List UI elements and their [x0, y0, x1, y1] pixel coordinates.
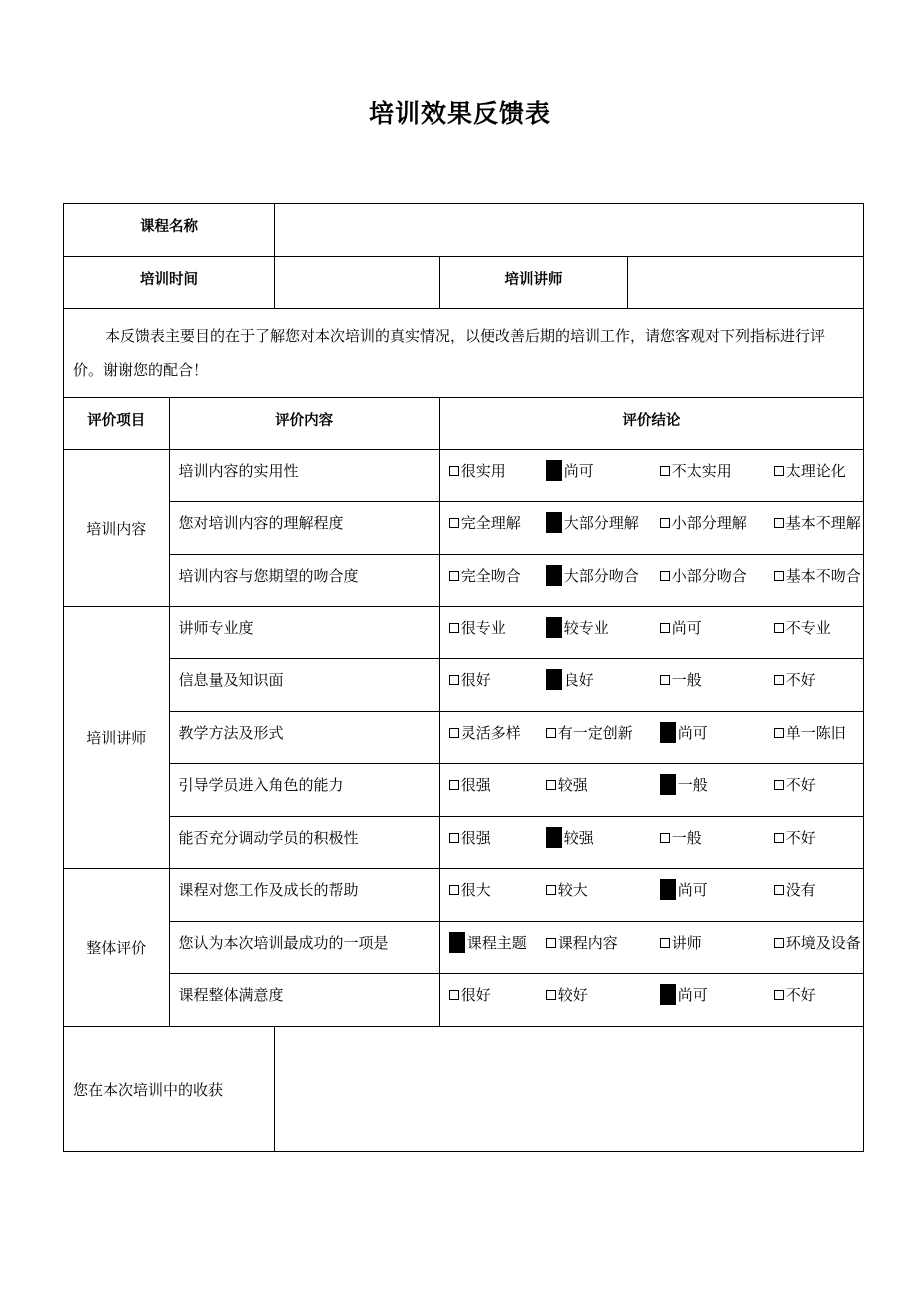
rating-option[interactable]: [546, 932, 618, 953]
rating-option-label: 不好: [785, 671, 816, 689]
rating-option-label: 很实用: [460, 462, 506, 480]
header-row: [64, 398, 864, 450]
rating-option[interactable]: [774, 827, 816, 848]
checkbox-checked-icon[interactable]: [546, 512, 562, 533]
rating-option[interactable]: [660, 460, 732, 481]
rating-option[interactable]: [546, 460, 594, 481]
evaluation-item-label: 讲师专业度: [169, 607, 439, 659]
rating-option-label: 一般: [671, 671, 702, 689]
time-trainer-row: [64, 257, 864, 309]
evaluation-item-label: 您对培训内容的理解程度: [169, 502, 439, 555]
rating-option-label: 完全吻合: [460, 567, 521, 585]
evaluation-item-label: 课程对您工作及成长的帮助: [169, 869, 439, 922]
checkbox-empty-icon[interactable]: [774, 518, 784, 528]
rating-option-label: 很专业: [460, 619, 506, 637]
rating-body: [64, 450, 864, 1027]
rating-row: [64, 817, 864, 869]
rating-option[interactable]: [774, 984, 816, 1005]
rating-option-label: 不专业: [785, 619, 831, 637]
rating-option-label: 较专业: [563, 619, 609, 637]
checkbox-empty-icon[interactable]: [774, 675, 784, 685]
checkbox-empty-icon[interactable]: [660, 675, 670, 685]
rating-options: [439, 922, 863, 974]
trainer-field[interactable]: [628, 257, 864, 309]
rating-option-label: 有一定创新: [557, 724, 633, 742]
rating-row: [64, 712, 864, 764]
rating-option-label: 环境及设备: [785, 934, 861, 952]
checkbox-empty-icon[interactable]: [774, 938, 784, 948]
rating-option-label: 尚可: [563, 462, 594, 480]
rating-option[interactable]: [449, 774, 491, 795]
checkbox-checked-icon[interactable]: [546, 669, 562, 690]
evaluation-item-label: 课程整体满意度: [169, 974, 439, 1027]
rating-options: [439, 974, 863, 1027]
checkbox-checked-icon[interactable]: [660, 879, 676, 900]
checkbox-empty-icon[interactable]: [449, 623, 459, 633]
rating-option-label: 不好: [785, 776, 816, 794]
checkbox-empty-icon[interactable]: [660, 938, 670, 948]
rating-option[interactable]: [546, 827, 594, 848]
checkbox-empty-icon[interactable]: [774, 623, 784, 633]
rating-option-label: 基本不吻合: [785, 567, 861, 585]
rating-options: [439, 555, 863, 607]
rating-option-label: 不太实用: [671, 462, 732, 480]
rating-option[interactable]: [449, 984, 491, 1005]
rating-option-label: 单一陈旧: [785, 724, 846, 742]
checkbox-empty-icon[interactable]: [546, 990, 556, 1000]
checkbox-empty-icon[interactable]: [774, 833, 784, 843]
header-content: 评价内容: [169, 398, 439, 450]
checkbox-empty-icon[interactable]: [774, 885, 784, 895]
rating-option[interactable]: [449, 879, 491, 900]
evaluation-item-label: 培训内容的实用性: [169, 450, 439, 502]
rating-option[interactable]: [660, 932, 702, 953]
rating-option-label: 很强: [460, 776, 491, 794]
checkbox-empty-icon[interactable]: [774, 780, 784, 790]
evaluation-item-label: 信息量及知识面: [169, 659, 439, 712]
rating-option[interactable]: [546, 984, 588, 1005]
rating-option[interactable]: [449, 827, 491, 848]
gain-label: 您在本次培训中的收获: [64, 1027, 275, 1152]
header-result: 评价结论: [439, 398, 863, 450]
rating-row: [64, 869, 864, 922]
rating-option-label: 大部分吻合: [563, 567, 639, 585]
rating-options: [439, 450, 863, 502]
checkbox-empty-icon[interactable]: [449, 833, 459, 843]
evaluation-item-label: 培训内容与您期望的吻合度: [169, 555, 439, 607]
checkbox-checked-icon[interactable]: [660, 722, 676, 743]
rating-option[interactable]: [546, 669, 594, 690]
rating-option-label: 小部分吻合: [671, 567, 747, 585]
evaluation-item-label: 您认为本次培训最成功的一项是: [169, 922, 439, 974]
training-time-label: 培训时间: [64, 257, 275, 309]
rating-option-label: 较好: [557, 986, 588, 1004]
checkbox-empty-icon[interactable]: [449, 990, 459, 1000]
rating-option-label: 较强: [563, 829, 594, 847]
rating-row: [64, 659, 864, 712]
rating-options: [439, 712, 863, 764]
checkbox-checked-icon[interactable]: [546, 460, 562, 481]
page-title: 培训效果反馈表: [368, 99, 551, 128]
rating-option[interactable]: [660, 827, 702, 848]
rating-row: [64, 922, 864, 974]
checkbox-empty-icon[interactable]: [660, 571, 670, 581]
rating-option[interactable]: [660, 984, 708, 1005]
rating-option-label: 很强: [460, 829, 491, 847]
rating-option[interactable]: [449, 565, 521, 586]
rating-option[interactable]: [660, 722, 708, 743]
rating-option[interactable]: [774, 617, 831, 638]
rating-option[interactable]: [546, 774, 588, 795]
rating-option-label: 不好: [785, 829, 816, 847]
rating-option[interactable]: [449, 617, 506, 638]
rating-option-label: 基本不理解: [785, 514, 861, 532]
rating-option[interactable]: [660, 774, 708, 795]
rating-option-label: 很好: [460, 986, 491, 1004]
rating-option[interactable]: [774, 512, 861, 533]
checkbox-checked-icon[interactable]: [546, 565, 562, 586]
rating-option[interactable]: [546, 565, 639, 586]
checkbox-empty-icon[interactable]: [774, 466, 784, 476]
checkbox-empty-icon[interactable]: [449, 675, 459, 685]
rating-option-label: 课程内容: [557, 934, 618, 952]
course-name-row: [64, 204, 864, 257]
evaluation-item-label: 引导学员进入角色的能力: [169, 764, 439, 817]
rating-option-label: 尚可: [671, 619, 702, 637]
rating-option-label: 不好: [785, 986, 816, 1004]
checkbox-empty-icon[interactable]: [660, 623, 670, 633]
rating-option-label: 灵活多样: [460, 724, 521, 742]
rating-option[interactable]: [774, 460, 846, 481]
rating-row: [64, 974, 864, 1027]
rating-option[interactable]: [449, 460, 506, 481]
course-name-label: 课程名称: [64, 204, 275, 257]
rating-option[interactable]: [774, 774, 816, 795]
rating-option-label: 较强: [557, 776, 588, 794]
trainer-label: 培训讲师: [439, 257, 627, 309]
rating-option[interactable]: [546, 722, 633, 743]
checkbox-checked-icon[interactable]: [546, 827, 562, 848]
checkbox-empty-icon[interactable]: [449, 780, 459, 790]
rating-row: [64, 502, 864, 555]
category-cell: 培训讲师: [64, 607, 170, 869]
checkbox-empty-icon[interactable]: [449, 518, 459, 528]
rating-row: [64, 555, 864, 607]
checkbox-empty-icon[interactable]: [546, 728, 556, 738]
category-cell: 整体评价: [64, 869, 170, 1027]
rating-option[interactable]: [774, 932, 861, 953]
rating-option-label: 小部分理解: [671, 514, 747, 532]
rating-option[interactable]: [774, 669, 816, 690]
checkbox-checked-icon[interactable]: [660, 984, 676, 1005]
category-cell: 培训内容: [64, 450, 170, 607]
rating-option-label: 较大: [557, 881, 588, 899]
checkbox-empty-icon[interactable]: [546, 938, 556, 948]
rating-option[interactable]: [774, 722, 846, 743]
checkbox-checked-icon[interactable]: [449, 932, 465, 953]
rating-option-label: 课程主题: [466, 934, 527, 952]
rating-option[interactable]: [660, 512, 747, 533]
evaluation-item-label: 能否充分调动学员的积极性: [169, 817, 439, 869]
checkbox-empty-icon[interactable]: [449, 571, 459, 581]
header-item: 评价项目: [64, 398, 170, 450]
rating-option[interactable]: [449, 722, 521, 743]
checkbox-empty-icon[interactable]: [774, 990, 784, 1000]
rating-option-label: 一般: [677, 776, 708, 794]
rating-row: [64, 607, 864, 659]
rating-option[interactable]: [660, 617, 702, 638]
rating-option[interactable]: [449, 932, 527, 953]
evaluation-item-label: 教学方法及形式: [169, 712, 439, 764]
checkbox-empty-icon[interactable]: [660, 833, 670, 843]
checkbox-checked-icon[interactable]: [546, 617, 562, 638]
gain-row: [64, 1027, 864, 1152]
rating-row: [64, 450, 864, 502]
rating-option-label: 很好: [460, 671, 491, 689]
rating-option-label: 没有: [785, 881, 816, 899]
rating-options: [439, 659, 863, 712]
rating-option[interactable]: [660, 669, 702, 690]
rating-option[interactable]: [774, 879, 816, 900]
rating-options: [439, 869, 863, 922]
gain-field[interactable]: [275, 1027, 864, 1152]
checkbox-empty-icon[interactable]: [774, 571, 784, 581]
rating-option[interactable]: [449, 669, 491, 690]
training-time-field[interactable]: [275, 257, 440, 309]
rating-option-label: 尚可: [677, 881, 708, 899]
rating-option-label: 尚可: [677, 724, 708, 742]
checkbox-empty-icon[interactable]: [660, 518, 670, 528]
rating-row: [64, 764, 864, 817]
rating-option[interactable]: [774, 565, 861, 586]
rating-options: [439, 817, 863, 869]
checkbox-empty-icon[interactable]: [546, 780, 556, 790]
rating-option-label: 一般: [671, 829, 702, 847]
checkbox-checked-icon[interactable]: [660, 774, 676, 795]
checkbox-empty-icon[interactable]: [774, 728, 784, 738]
rating-options: [439, 502, 863, 555]
rating-option-label: 很大: [460, 881, 491, 899]
rating-option[interactable]: [546, 512, 639, 533]
rating-options: [439, 607, 863, 659]
intro-text: 本反馈表主要目的在于了解您对本次培训的真实情况，以便改善后期的培训工作，请您客观对下列指标进行评价。谢谢您的配合！: [73, 327, 826, 379]
checkbox-empty-icon[interactable]: [546, 885, 556, 895]
rating-option-label: 良好: [563, 671, 594, 689]
rating-option-label: 讲师: [671, 934, 702, 952]
rating-option[interactable]: [546, 617, 609, 638]
rating-option[interactable]: [660, 565, 747, 586]
rating-option-label: 大部分理解: [563, 514, 639, 532]
rating-option-label: 太理论化: [785, 462, 846, 480]
checkbox-empty-icon[interactable]: [449, 885, 459, 895]
rating-option-label: 尚可: [677, 986, 708, 1004]
checkbox-empty-icon[interactable]: [660, 466, 670, 476]
rating-options: [439, 764, 863, 817]
course-name-field[interactable]: [275, 204, 864, 257]
feedback-form-table: [63, 203, 864, 1152]
rating-option[interactable]: [660, 879, 708, 900]
intro-row: [64, 309, 864, 398]
rating-option[interactable]: [449, 512, 521, 533]
rating-option-label: 完全理解: [460, 514, 521, 532]
checkbox-empty-icon[interactable]: [449, 466, 459, 476]
checkbox-empty-icon[interactable]: [449, 728, 459, 738]
rating-option[interactable]: [546, 879, 588, 900]
